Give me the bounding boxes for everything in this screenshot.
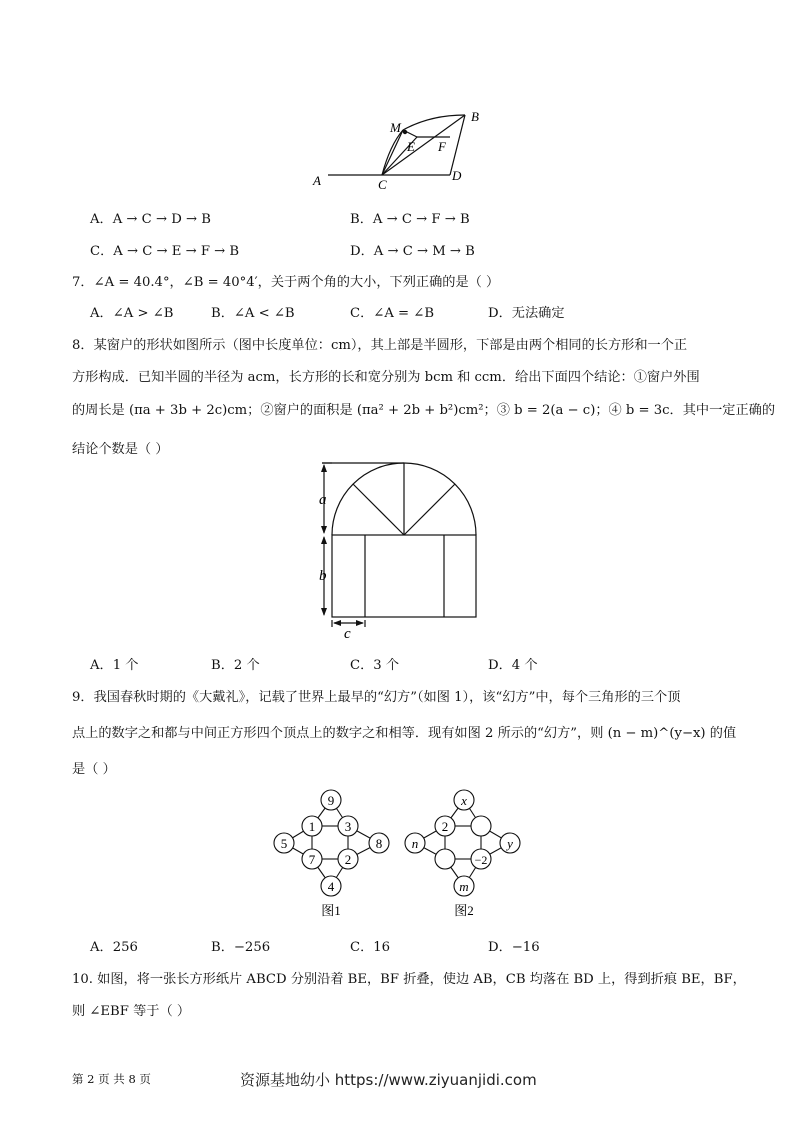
label-b: b — [319, 568, 327, 584]
fig2-top: x — [461, 793, 467, 808]
fig1-sq-br: 2 — [344, 852, 352, 867]
fig1-left: 5 — [280, 836, 288, 851]
label-a: a — [319, 492, 327, 508]
fig2-caption: 图2 — [454, 903, 474, 918]
fig1-sq-tl: 1 — [308, 819, 316, 834]
fig1-right: 8 — [375, 836, 383, 851]
q7-option-d: D．无法确定 — [488, 306, 565, 321]
q8-line-1: 8．某窗户的形状如图所示（图中长度单位：cm），其上部是半圆形，下部是由两个相同的长方形和一个正 — [72, 338, 688, 353]
q6-option-c: C．A → C → E → F → B — [90, 244, 240, 259]
q7-option-c: C．∠A = ∠B — [350, 306, 435, 321]
q9-option-d: D．−16 — [488, 940, 540, 955]
fig1-caption: 图1 — [321, 903, 341, 918]
q8-option-d: D．4 个 — [488, 658, 538, 673]
q9-figure-2 — [401, 788, 531, 918]
q9-line-2: 点上的数字之和都与中间正方形四个顶点上的数字之和相等．现有如图 2 所示的“幻方”，则 (n − m)^(y−x) 的值 — [72, 726, 737, 741]
q8-option-a: A．1 个 — [90, 658, 139, 673]
fig2-right: y — [507, 836, 513, 851]
label-a: A — [313, 173, 321, 188]
q9-figure-1 — [268, 788, 398, 918]
q9-line-1: 9．我国春秋时期的《大戴礼》，记载了世界上最早的“幻方”（如图 1），该“幻方”中，每个三角形的三个顶 — [72, 690, 681, 705]
q8-window-figure — [310, 462, 490, 642]
q6-option-a: A．A → C → D → B — [90, 212, 211, 227]
q10-line-2: 则 ∠EBF 等于（ ） — [72, 1004, 191, 1019]
q8-line-2: 方形构成．已知半圆的半径为 acm，长方形的长和宽分别为 bcm 和 ccm．给出下面四个结论：①窗户外围 — [72, 370, 700, 385]
fig2-sq-tl: 2 — [441, 819, 449, 834]
q9-option-c: C．16 — [350, 940, 391, 955]
fig2-bottom: m — [459, 879, 469, 894]
label-c: C — [378, 177, 387, 192]
label-m: M — [390, 120, 401, 135]
page-number: 第 2 页 共 8 页 — [72, 1072, 151, 1086]
q8-option-c: C．3 个 — [350, 658, 400, 673]
q8-line-3: 的周长是 (πa + 3b + 2c)cm；②窗户的面积是 (πa² + 2b + b²)cm²；③ b = 2(a − c)；④ b = 3c．其中一定正确的 — [72, 403, 776, 418]
fig1-sq-bl: 7 — [308, 852, 316, 867]
fig2-sq-br: −2 — [474, 853, 488, 867]
watermark: 资源基地幼小 https://www.ziyuanjidi.com — [240, 1071, 537, 1089]
q6-option-b: B．A → C → F → B — [350, 212, 470, 227]
q9-option-a: A．256 — [90, 940, 138, 955]
label-d: D — [452, 168, 462, 183]
label-e: E — [407, 139, 415, 154]
q6-figure — [300, 105, 500, 195]
label-b: B — [471, 109, 479, 124]
q10-line-1: 10. 如图，将一张长方形纸片 ABCD 分别沿着 BE，BF 折叠，使边 AB，CB 均落在 BD 上，得到折痕 BE，BF， — [72, 972, 746, 987]
fig1-top: 9 — [327, 793, 335, 808]
fig1-bottom: 4 — [327, 879, 335, 894]
q9-line-3: 是（ ） — [72, 762, 116, 777]
label-f: F — [438, 139, 446, 154]
fig1-sq-tr: 3 — [344, 819, 352, 834]
q9-option-b: B．−256 — [211, 940, 271, 955]
q8-line-4: 结论个数是（ ） — [72, 442, 169, 457]
q8-option-b: B．2 个 — [211, 658, 260, 673]
fig2-left: n — [411, 836, 419, 851]
q6-option-d: D．A → C → M → B — [350, 244, 475, 259]
q7-stem: 7．∠A = 40.4°，∠B = 40°4′，关于两个角的大小，下列正确的是（ ） — [72, 275, 500, 290]
point-m — [403, 130, 407, 134]
q7-option-a: A．∠A > ∠B — [90, 306, 174, 321]
q7-option-b: B．∠A < ∠B — [211, 306, 295, 321]
label-c: c — [344, 626, 351, 642]
